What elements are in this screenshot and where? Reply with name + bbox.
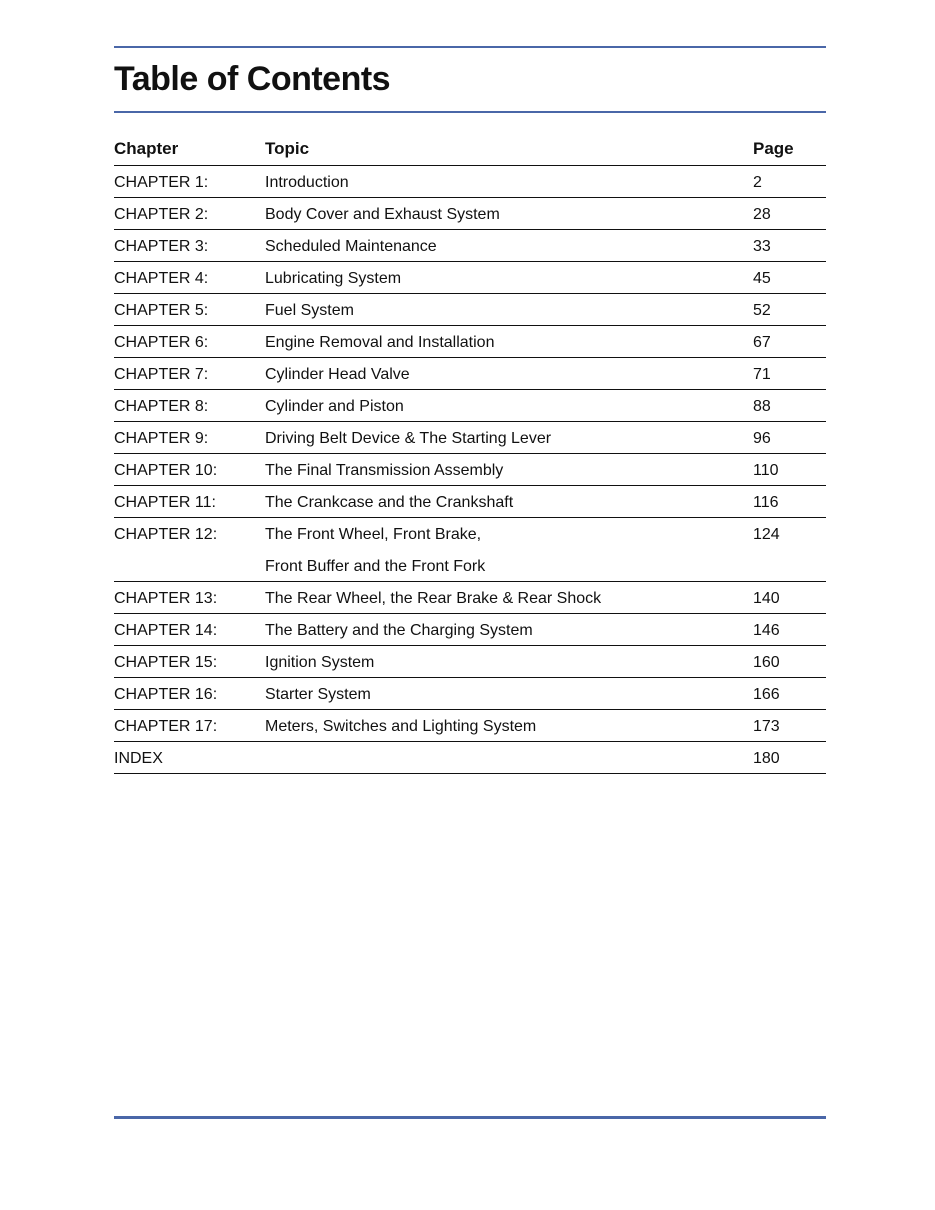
toc-topic [265, 238, 437, 256]
toc-row[interactable] [114, 678, 826, 710]
toc-chapter: CHAPTER 6: [114, 334, 209, 351]
toc-topic-line: Scheduled Maintenance [265, 238, 437, 255]
toc-row[interactable] [114, 422, 826, 454]
toc-topic [265, 462, 503, 480]
toc-chapter: CHAPTER 11: [114, 494, 216, 511]
toc-page-number: 140 [753, 590, 780, 607]
toc-topic-line: Driving Belt Device & The Starting Lever [265, 430, 552, 447]
toc-chapter: CHAPTER 15: [114, 654, 218, 671]
toc-page-number: 160 [753, 654, 780, 671]
toc-topic-line: The Crankcase and the Crankshaft [265, 494, 514, 511]
toc-topic-line: The Rear Wheel, the Rear Brake & Rear Shock [265, 590, 602, 607]
toc-row[interactable] [114, 518, 826, 582]
toc-row[interactable] [114, 326, 826, 358]
toc-topic-line: Introduction [265, 174, 349, 191]
toc-topic [265, 206, 500, 224]
toc-topic [265, 270, 401, 288]
toc-row[interactable] [114, 294, 826, 326]
toc-topic [265, 654, 374, 672]
toc-page-number: 173 [753, 718, 780, 735]
toc-topic [265, 494, 513, 512]
toc-header-row [114, 132, 826, 166]
toc-topic-line: Body Cover and Exhaust System [265, 206, 500, 223]
top-rule [114, 46, 826, 48]
toc-page-number: 116 [753, 494, 779, 511]
toc-topic [265, 430, 551, 448]
toc-page-number: 96 [753, 430, 771, 447]
toc-row[interactable] [114, 742, 826, 774]
toc-page-number: 180 [753, 750, 780, 767]
toc-page-number: 2 [753, 174, 762, 191]
toc-chapter: CHAPTER 10: [114, 462, 218, 479]
toc-topic-line: Fuel System [265, 302, 354, 319]
header-topic: Topic [265, 139, 310, 158]
toc-topic [265, 686, 371, 704]
toc-topic-line: Cylinder and Piston [265, 398, 404, 415]
toc-page-number: 124 [753, 526, 780, 543]
toc-topic-line: Cylinder Head Valve [265, 366, 410, 383]
toc-row[interactable] [114, 198, 826, 230]
toc-row[interactable] [114, 582, 826, 614]
toc-topic [265, 718, 536, 736]
toc-chapter: CHAPTER 13: [114, 590, 218, 607]
toc-topic-line: Lubricating System [265, 270, 402, 287]
toc-page-number: 52 [753, 302, 771, 319]
bottom-rule [114, 1116, 826, 1119]
header-page: Page [753, 139, 794, 158]
toc-chapter: CHAPTER 9: [114, 430, 209, 447]
toc-row[interactable] [114, 390, 826, 422]
toc-row[interactable] [114, 262, 826, 294]
toc-row[interactable] [114, 358, 826, 390]
toc-topic [265, 302, 354, 320]
toc-topic [265, 590, 601, 608]
toc-row[interactable] [114, 454, 826, 486]
toc-row[interactable] [114, 166, 826, 198]
toc-chapter: CHAPTER 17: [114, 718, 218, 735]
toc-page-number: 88 [753, 398, 771, 415]
toc-topic [265, 174, 349, 192]
toc-topic-line: The Final Transmission Assembly [265, 462, 504, 479]
toc-chapter: CHAPTER 7: [114, 366, 209, 383]
toc-row[interactable] [114, 230, 826, 262]
toc-row[interactable] [114, 646, 826, 678]
toc-topic-line-2: Front Buffer and the Front Fork [265, 558, 486, 575]
toc-row[interactable] [114, 614, 826, 646]
toc-chapter: CHAPTER 4: [114, 270, 209, 287]
toc-topic-line: The Battery and the Charging System [265, 622, 533, 639]
title-rule [114, 111, 826, 113]
toc-page-number: 110 [753, 462, 779, 479]
toc-page-number: 45 [753, 270, 771, 287]
toc-page-number: 146 [753, 622, 780, 639]
toc-row[interactable] [114, 710, 826, 742]
toc-page-number: 67 [753, 334, 771, 351]
toc-body [114, 166, 826, 774]
toc-topic [265, 622, 533, 640]
toc-chapter: CHAPTER 16: [114, 686, 218, 703]
toc-topic-line: Engine Removal and Installation [265, 334, 495, 351]
toc-chapter: INDEX [114, 750, 163, 767]
toc-topic [265, 398, 404, 416]
toc-topic-line: Ignition System [265, 654, 375, 671]
toc-page-number: 71 [753, 366, 771, 383]
toc-page-number: 28 [753, 206, 771, 223]
toc-topic-line: Starter System [265, 686, 371, 703]
toc-table [114, 132, 826, 774]
toc-chapter: CHAPTER 8: [114, 398, 209, 415]
page-title: Table of Contents [114, 60, 391, 98]
toc-chapter: CHAPTER 5: [114, 302, 209, 319]
toc-page-number: 33 [753, 238, 771, 255]
toc-page-number: 166 [753, 686, 780, 703]
toc-topic [265, 366, 410, 384]
toc-topic [265, 334, 494, 352]
toc-topic-line: The Front Wheel, Front Brake, [265, 526, 482, 543]
toc-chapter: CHAPTER 12: [114, 526, 218, 543]
toc-topic-line: Meters, Switches and Lighting System [265, 718, 537, 735]
toc-topic [265, 526, 485, 576]
toc-chapter: CHAPTER 1: [114, 174, 209, 191]
header-chapter: Chapter [114, 139, 179, 158]
toc-chapter: CHAPTER 2: [114, 206, 209, 223]
toc-chapter: CHAPTER 14: [114, 622, 218, 639]
toc-chapter: CHAPTER 3: [114, 238, 209, 255]
toc-row[interactable] [114, 486, 826, 518]
